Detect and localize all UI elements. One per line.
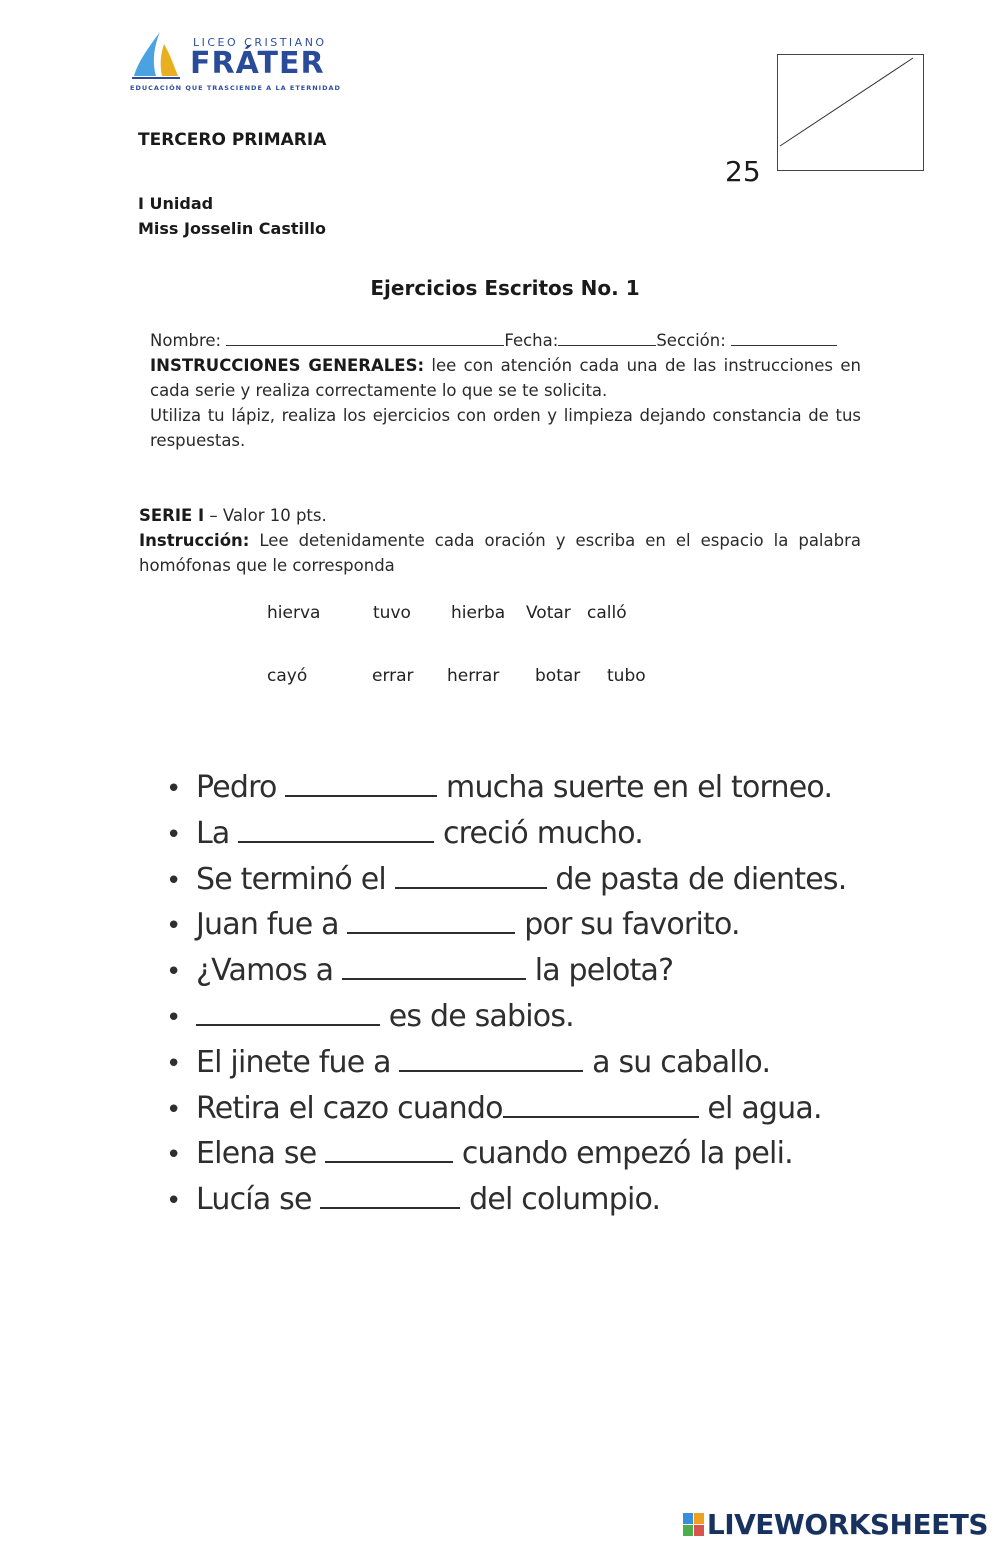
answer-blank[interactable]: [342, 952, 526, 980]
general-instructions-text: lee con atención cada una de las instrucciones en cada serie y realiza correctamente lo que se te solicita.: [150, 356, 861, 400]
bullet: •: [166, 1094, 182, 1125]
bullet: •: [166, 774, 182, 804]
word-bank-item: calló: [587, 603, 627, 623]
student-info-row: [150, 328, 862, 353]
logo-line1: LICEO CRISTIANO: [193, 36, 327, 49]
general-instructions: [150, 353, 861, 403]
sentence-item: • Retira el cazo cuando el agua.: [166, 1087, 886, 1133]
date-label: Fecha:: [504, 331, 559, 350]
serie-label: SERIE I: [139, 506, 205, 525]
liveworksheets-logo-icon: [683, 1513, 705, 1537]
teacher-label: Miss Josselin Castillo: [138, 219, 326, 238]
sail-logo-icon: [130, 30, 194, 82]
sentence-item: • Juan fue a por su favorito.: [166, 903, 886, 949]
serie-value: – Valor 10 pts.: [204, 506, 327, 525]
bullet: •: [166, 957, 182, 988]
sentence-item: • La creció mucho.: [166, 812, 886, 858]
answer-blank[interactable]: [395, 861, 547, 889]
bullet: •: [166, 1002, 182, 1033]
bullet: •: [166, 1140, 182, 1171]
unit-label: I Unidad: [138, 194, 214, 213]
answer-blank[interactable]: [325, 1135, 453, 1163]
general-instructions-2: Utiliza tu lápiz, realiza los ejercicios con orden y limpieza dejando constancia de tus respuestas.: [150, 406, 861, 450]
bullet: •: [166, 1048, 182, 1079]
word-bank-item: errar: [372, 666, 414, 686]
sentence-list: [166, 766, 886, 1224]
word-bank-item: herrar: [447, 666, 500, 686]
instruction-label: Instrucción:: [139, 531, 250, 550]
bullet: •: [166, 865, 182, 896]
sentence-item: • Lucía se del columpio.: [166, 1178, 886, 1224]
page-title: Ejercicios Escritos No. 1: [370, 276, 640, 300]
sentence-item: • es de sabios.: [166, 995, 886, 1041]
serie-instruction: [139, 528, 861, 578]
score-box[interactable]: [777, 54, 924, 171]
sentence-item: • Pedro mucha suerte en el torneo.: [166, 766, 886, 812]
word-bank-item: Votar: [526, 603, 571, 623]
section-field[interactable]: [731, 331, 837, 346]
score-diagonal-line: [777, 54, 924, 171]
serie-heading: [139, 503, 327, 528]
word-bank-item: tubo: [607, 666, 646, 686]
answer-blank[interactable]: [503, 1090, 699, 1118]
word-bank-item: cayó: [267, 666, 308, 686]
bullet: •: [166, 911, 182, 942]
sentence-item: • Elena se cuando empezó la peli.: [166, 1132, 886, 1178]
answer-blank[interactable]: [320, 1181, 460, 1209]
instruction-text: Lee detenidamente cada oración y escriba en el espacio la palabra homófonas que le corresponda: [139, 531, 861, 575]
word-bank-item: hierba: [451, 603, 506, 623]
date-field[interactable]: [558, 331, 656, 346]
logo-tagline: EDUCACIÓN QUE TRASCIENDE A LA ETERNIDAD: [130, 84, 341, 92]
liveworksheets-brand: LIVEWORKSHEETS: [683, 1508, 988, 1541]
word-bank-item: botar: [535, 666, 581, 686]
answer-blank[interactable]: [196, 998, 380, 1026]
answer-blank[interactable]: [399, 1044, 583, 1072]
answer-blank[interactable]: [285, 769, 437, 797]
sentence-item: • Se terminó el de pasta de dientes.: [166, 858, 886, 904]
score-total: 25: [725, 155, 761, 188]
name-label: Nombre:: [150, 331, 222, 350]
answer-blank[interactable]: [347, 906, 515, 934]
logo-name: FRÁTER: [190, 46, 325, 81]
word-bank-item: hierva: [267, 603, 321, 623]
answer-blank[interactable]: [238, 815, 434, 843]
name-field[interactable]: [226, 331, 504, 346]
word-bank-item: tuvo: [373, 603, 411, 623]
bullet: •: [166, 1186, 182, 1217]
bullet: •: [166, 819, 182, 850]
sentence-item: • ¿Vamos a la pelota?: [166, 949, 886, 995]
general-instructions-label: INSTRUCCIONES GENERALES:: [150, 356, 425, 375]
section-label: Sección:: [656, 331, 726, 350]
sentence-item: • El jinete fue a a su caballo.: [166, 1041, 886, 1087]
grade-label: TERCERO PRIMARIA: [138, 130, 327, 150]
